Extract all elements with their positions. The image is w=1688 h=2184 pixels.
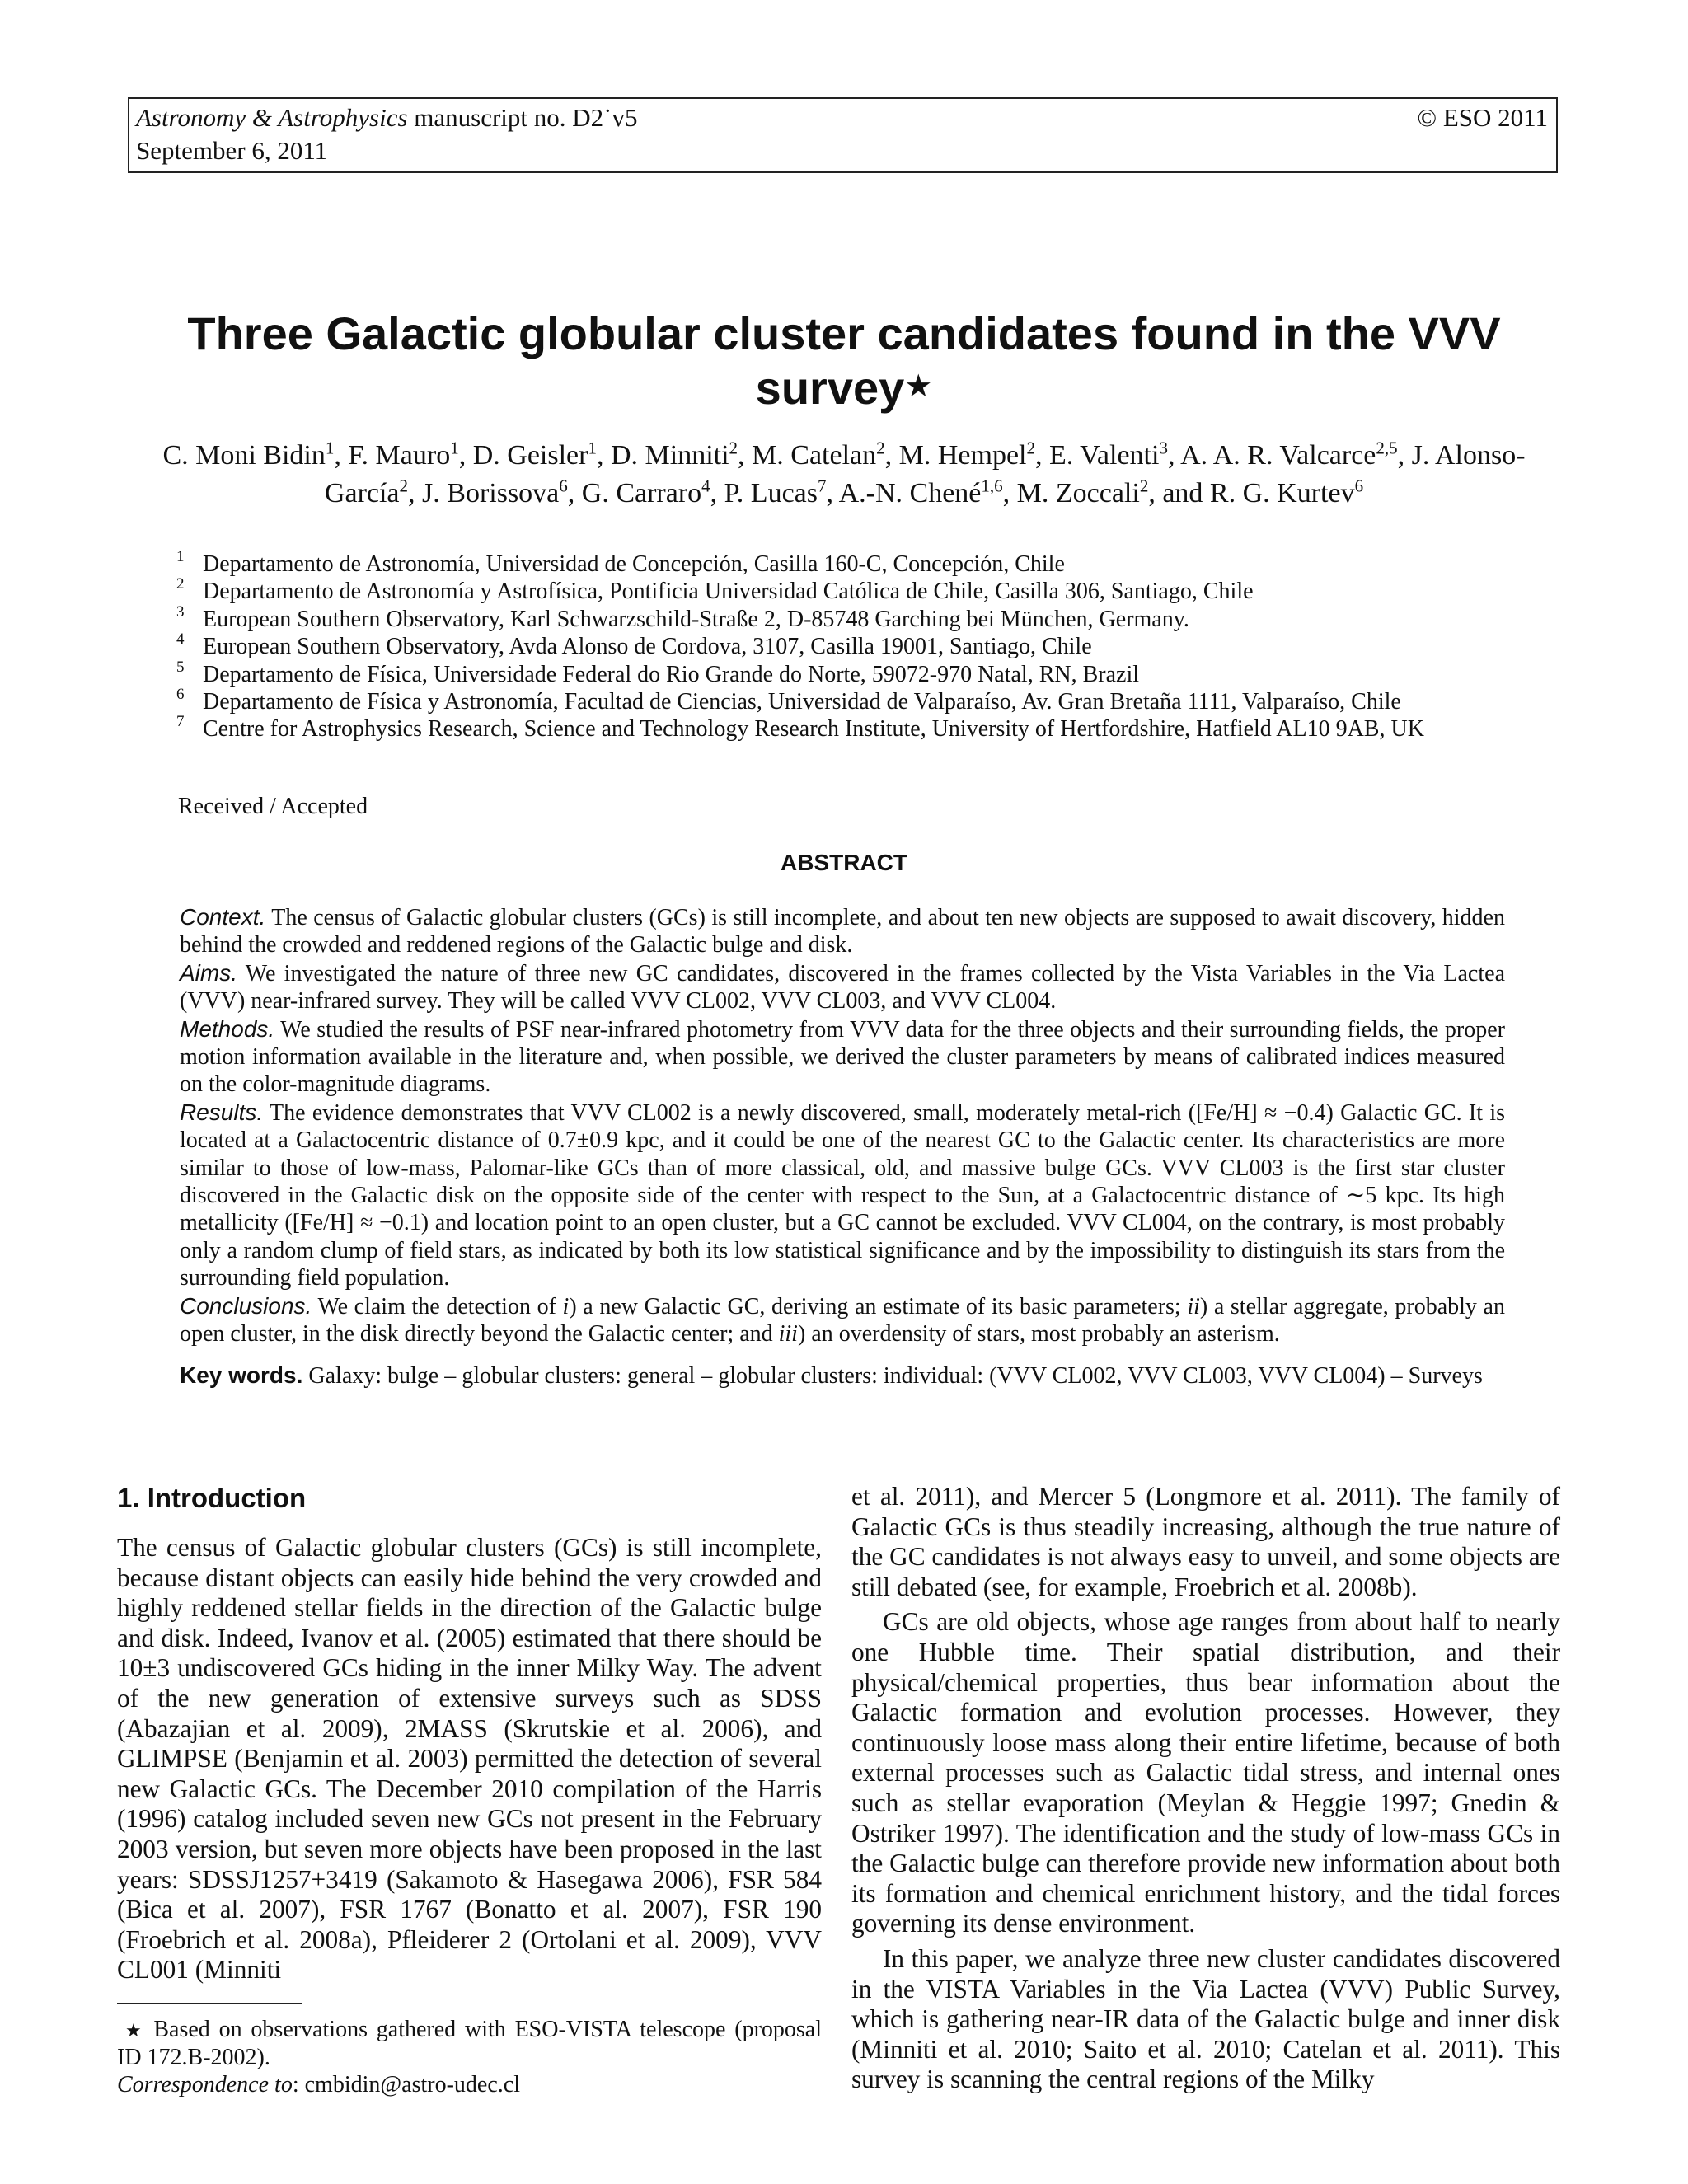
keywords-label: Key words. (180, 1362, 303, 1388)
author-affiliation-mark: 1 (588, 438, 597, 458)
affiliation (175, 715, 1518, 743)
author-affiliation-mark: 6 (559, 476, 568, 496)
title-footnote-star: ★ (904, 369, 933, 404)
conclusions-text-d: ) an overdensity of stars, most probably an asterism. (797, 1321, 1280, 1347)
affiliation (175, 602, 1518, 633)
received-accepted: Received / Accepted (178, 794, 368, 819)
author (611, 440, 738, 471)
intro-paragraph-2: GCs are old objects, whose age ranges from about half to nearly one Hubble time. Their spatial distribution, and their physical/chemical properties, thus bear information about the Galactic formation and evolution processes. However, they continuously loose mass along their entire lifetime, because of both external processes such as Galactic tidal stress, and internal ones such as stellar evaporation (Meylan & Heggie 1997; Gnedin & Ostriker 1997). The identification and the study of low-mass GCs in the Galactic bulge can therefore provide new information about both its formation and chemical enrichment history, and the tidal forces governing its dense environment. (851, 1607, 1560, 1938)
author (899, 440, 1035, 471)
title-line-2-text: survey (755, 362, 905, 414)
affiliation-number: 2 (176, 575, 185, 593)
conclusions-text-c: ) a stellar aggregate, probably an open cluster, in the disk directly beyond the Galactic center; and (180, 1293, 1505, 1347)
conclusions-iii: iii (778, 1321, 798, 1347)
context-text: The census of Galactic globular clusters (GCs) is still incomplete, and about ten new objects are supposed to await discovery, hidden behind the crowded and reddened regions of the Galactic bulge and disk. (180, 905, 1505, 958)
author-name: M. Catelan (752, 440, 877, 471)
conclusions-text-b: ) a new Galactic GC, deriving an estimate of its basic parameters; (569, 1293, 1188, 1319)
affiliation (175, 548, 1518, 578)
author-list: C. Moni Bidin$^1$, F. Mauro$^1$, D. Geisler$^1$, D. Minniti$^2$, M. Catelan$^2$, M. Hempel$^2$, E. Valenti$^3$, A. A. R. Valcarce$^{2,5}$, J. Alonso-García$^2$, J. Borissova$^6$, G. Carraro$^4$, P. Lucas$^7$, A.-N. Chené$^{1,6}$, M. Zoccali$^2$, and R. G. Kurtev$^6$ (162, 438, 1526, 509)
affiliation-number: 4 (176, 630, 185, 649)
paper-title (132, 307, 1556, 415)
conclusions-i: i (562, 1293, 570, 1319)
author-name: A.-N. Chené (838, 478, 982, 509)
section-heading: 1. Introduction (117, 1483, 307, 1513)
affiliation-text: Departamento de Física, Universidade Federal do Rio Grande do Norte, 59072-970 Natal, RN, Brazil (203, 661, 1140, 687)
author (1049, 440, 1168, 471)
author-affiliation-mark: 2,5 (1376, 438, 1398, 458)
manuscript-number: manuscript no. D2˙v5 (407, 103, 638, 132)
author-name: A. A. R. Valcarce (1180, 440, 1376, 471)
author-name: J. Borissova (422, 478, 560, 509)
author-affiliation-mark: 1,6 (981, 476, 1003, 496)
footnote-star: ★ (125, 2020, 145, 2041)
author-affiliation-mark: 2 (1026, 438, 1035, 458)
left-column (117, 1482, 822, 1985)
author-affiliation-mark: 2 (1139, 476, 1149, 496)
results-label: Results. (180, 1099, 264, 1125)
footnote-observations (117, 2016, 822, 2071)
abstract-heading: ABSTRACT (781, 850, 907, 875)
aims-label: Aims. (180, 959, 237, 986)
abstract-aims (180, 959, 1505, 1015)
footnotes (117, 2016, 822, 2098)
title-line-1: Three Galactic globular cluster candidates found in the VVV (187, 307, 1501, 359)
keywords-text: Galaxy: bulge – globular clusters: general – globular clusters: individual: (VVV CL002, VVV CL003, VVV CL004) – Surveys (308, 1363, 1483, 1389)
affiliation (175, 575, 1518, 605)
right-column (851, 1482, 1560, 2095)
correspondence (117, 2071, 822, 2098)
author (162, 440, 334, 471)
aims-text: We investigated the nature of three new GC candidates, discovered in the frames collected by the Vista Variables in the Via Lactea (VVV) near-infrared survey. They will be called VVV CL002, VVV CL003, and VVV CL004. (180, 960, 1505, 1015)
affiliation-list (175, 548, 1518, 743)
journal-line (136, 102, 637, 134)
affiliation (175, 630, 1518, 660)
author-name: R. G. Kurtev (1209, 478, 1355, 509)
affiliation (175, 658, 1518, 688)
context-label: Context. (180, 904, 266, 930)
methods-text: We studied the results of PSF near-infrared photometry from VVV data for the three objects and their surrounding fields, the proper motion information available in the literature and, when possible, we derived the cluster parameters by means of calibrated indices measured on the color-magnitude diagrams. (180, 1016, 1505, 1098)
author-name: D. Minniti (610, 440, 729, 471)
affiliation-text: European Southern Observatory, Karl Schwarzschild-Straße 2, D-85748 Garching bei München, Germany. (203, 606, 1189, 632)
affiliation-number: 3 (176, 602, 185, 621)
author (839, 478, 1003, 509)
author-name: C. Moni Bidin (162, 440, 326, 471)
affiliation-number: 5 (176, 658, 185, 676)
abstract-body (180, 903, 1505, 1348)
footnote-text: Based on observations gathered with ESO-VISTA telescope (proposal ID 172.B-2002). (117, 2017, 823, 2070)
author-name: M. Hempel (898, 440, 1027, 471)
affiliation-number: 6 (176, 686, 185, 704)
journal-header (128, 97, 1558, 173)
author (1017, 478, 1149, 509)
header-date: September 6, 2011 (136, 136, 328, 165)
author-name: M. Zoccali (1016, 478, 1140, 509)
author (422, 478, 568, 509)
author-name: E. Valenti (1048, 440, 1160, 471)
journal-name: Astronomy & Astrophysics (136, 103, 408, 132)
affiliation-text: Departamento de Astronomía, Universidad de Concepción, Casilla 160-C, Concepción, Chile (203, 551, 1065, 577)
abstract-conclusions (180, 1292, 1505, 1348)
author-name: F. Mauro (348, 440, 451, 471)
affiliation-text: Departamento de Física y Astronomía, Facultad de Ciencias, Universidad de Valparaíso, Av. Gran Bretaña 1111, Valparaíso, Chile (203, 689, 1401, 715)
author (473, 440, 597, 471)
affiliation-number: 1 (176, 548, 185, 565)
author-name: J. Alonso-García (324, 440, 1526, 509)
conclusions-label: Conclusions. (180, 1292, 312, 1319)
author-affiliation-mark: 3 (1159, 438, 1168, 458)
author-name: P. Lucas (724, 478, 818, 509)
author-affiliation-mark: 2 (729, 438, 738, 458)
abstract-context (180, 903, 1505, 959)
author-affiliation-mark: 2 (876, 438, 885, 458)
author (724, 478, 827, 509)
affiliation-text: Departamento de Astronomía y Astrofísica, Pontificia Universidad Católica de Chile, Casilla 306, Santiago, Chile (203, 579, 1254, 605)
author-and: and (1162, 478, 1203, 509)
intro-paragraph-3: In this paper, we analyze three new cluster candidates discovered in the VISTA Variables in the Via Lactea (VVV) Public Survey, which is gathering near-IR data of the Galactic bulge and inner disk (Minniti et al. 2010; Saito et al. 2010; Catelan et al. 2011). This survey is scanning the central regions of the Milky (851, 1943, 1560, 2094)
author-affiliation-mark: 4 (701, 476, 710, 496)
author (582, 478, 710, 509)
affiliation-text: European Southern Observatory, Avda Alonso de Cordova, 3107, Casilla 19001, Santiago, Chile (203, 634, 1092, 660)
affiliation-number: 7 (176, 713, 185, 731)
author-affiliation-mark: 7 (817, 476, 827, 496)
conclusions-ii: ii (1187, 1293, 1200, 1319)
affiliation (175, 688, 1518, 715)
author (348, 440, 458, 471)
intro-paragraph-1: The census of Galactic globular clusters (GCs) is still incomplete, because distant objects can easily hide behind the very crowded and highly reddened stellar fields in the direction of the Galactic bulge and disk. Indeed, Ivanov et al. (2005) estimated that there should be 10±3 undiscovered GCs hiding in the inner Milky Way. The advent of the new generation of extensive surveys such as SDSS (Abazajian et al. 2009), 2MASS (Skrutskie et al. 2006), and GLIMPSE (Benjamin et al. 2003) permitted the detection of several new Galactic GCs. The December 2010 compilation of the Harris (1996) catalog included seven new GCs not present in the February 2003 version, but seven more objects have been proposed in the last years: SDSSJ1257+3419 (Sakamoto & Hasegawa 2006), FSR 584 (Bica et al. 2007), FSR 1767 (Bonatto et al. 2007), FSR 190 (Froebrich et al. 2008a), Pfleiderer 2 (Ortolani et al. 2009), VVV CL001 (Minniti (117, 1533, 822, 1985)
conclusions-text-a: We claim the detection of (317, 1293, 563, 1319)
author (752, 440, 885, 471)
author-name: D. Geisler (472, 440, 588, 471)
affiliation-text: Centre for Astrophysics Research, Science and Technology Research Institute, University of Hertfordshire, Hatfield AL10 9AB, UK (203, 716, 1424, 743)
author (1210, 478, 1363, 509)
correspondence-email: : cmbidin@astro-udec.cl (292, 2072, 520, 2097)
methods-label: Methods. (180, 1015, 275, 1042)
intro-paragraph-1-continued: et al. 2011), and Mercer 5 (Longmore et al. 2011). The family of Galactic GCs is thus steadily increasing, although the true nature of the GC candidates is not always easy to unveil, and some objects are still debated (see, for example, Froebrich et al. 2008b). (851, 1482, 1560, 1601)
author-affiliation-mark: 6 (1354, 476, 1364, 496)
footnote-rule (117, 2003, 302, 2004)
abstract-results (180, 1099, 1505, 1292)
author (1180, 440, 1398, 471)
abstract-methods (180, 1015, 1505, 1099)
title-line-2 (132, 361, 1556, 415)
author-affiliation-mark: 1 (325, 438, 335, 458)
copyright: © ESO 2011 (1417, 103, 1548, 132)
author-affiliation-mark: 2 (399, 476, 409, 496)
keywords (180, 1361, 1505, 1390)
author-name: G. Carraro (581, 478, 702, 509)
correspondence-label: Correspondence to (117, 2072, 293, 2097)
results-text: The evidence demonstrates that VVV CL002 is a newly discovered, small, moderately metal-rich ([Fe/H] ≈ −0.4) Galactic GC. It is located at a Galactocentric distance of 0.7±0.9 kpc, and it could be one of the nearest GC to the Galactic center. Its characteristics are more similar to those of low-mass, Palomar-like GCs than of more classical, old, and massive bulge GCs. VVV CL003 is the first star cluster discovered in the Galactic disk on the opposite side of the center with respect to the Sun, at a Galactocentric distance of ∼5 kpc. Its high metallicity ([Fe/H] ≈ −0.1) and location point to an open cluster, but a GC cannot be excluded. VVV CL004, on the contrary, is most probably only a random clump of field stars, as indicated by both its low statistical significance and by the impossibility to distinguish its stars from the surrounding field population. (180, 1099, 1505, 1291)
author-affiliation-mark: 1 (450, 438, 459, 458)
